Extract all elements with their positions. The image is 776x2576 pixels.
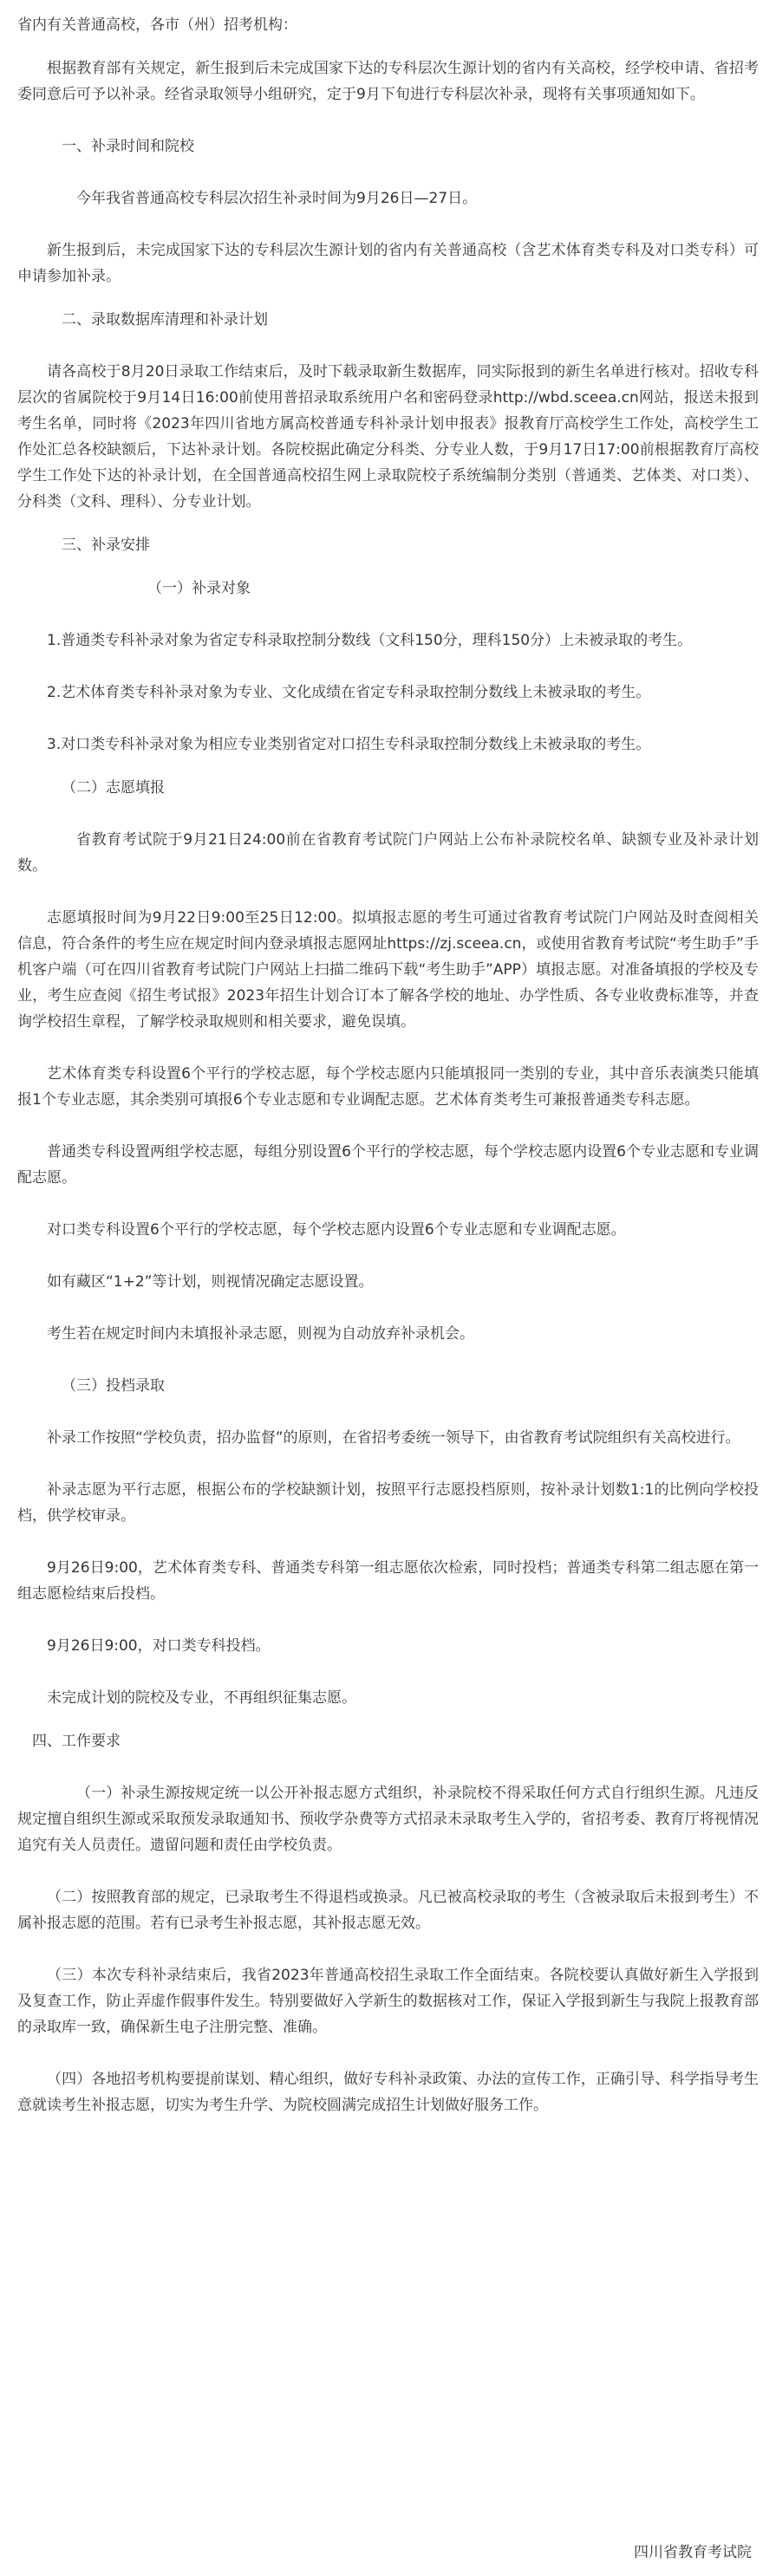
paragraph: 补录志愿为平行志愿，根据公布的学校缺额计划，按照平行志愿投档原则，按补录计划数1:1的比例向学校投档，供学校审录。 (17, 1481, 759, 1525)
salutation: 省内有关普通高校，各市（州）招考机构： (17, 16, 297, 34)
paragraph: 一、补录时间和院校 (62, 138, 194, 155)
paragraph: 根据教育部有关规定，新生报到后未完成国家下达的专科层次生源计划的省内有关高校，经学校申请、省招考委同意后可予以补录。经省录取领导小组研究，定于9月下旬进行专科层次补录，现将有关事项通知如下。 (17, 60, 759, 103)
paragraph: 省教育考试院于9月21日24:00前在省教育考试院门户网站上公布补录院校名单、缺额专业及补录计划数。 (17, 831, 759, 875)
notice-body (17, 12, 759, 2118)
paragraph: 2.艺术体育类专科补录对象为专业、文化成绩在省定专科录取控制分数线上未被录取的考生。 (47, 684, 651, 701)
paragraph: 补录工作按照“学校负责，招办监督”的原则，在省招考委统一领导下，由省教育考试院组织有关高校进行。 (47, 1429, 740, 1447)
paragraph: 新生报到后，未完成国家下达的专科层次生源计划的省内有关普通高校（含艺术体育类专科及对口类专科）可申请参加补录。 (17, 242, 759, 285)
paragraph: 9月26日9:00，对口类专科投档。 (47, 1637, 271, 1655)
paragraph: （四）各地招考机构要提前谋划、精心组织，做好专科补录政策、办法的宣传工作，正确引导、科学指导考生意就读考生补报志愿，切实为考生升学、为院校圆满完成招生计划做好服务工作。 (17, 2071, 759, 2114)
paragraph: 9月26日9:00，艺术体育类专科、普通类专科第一组志愿依次检索，同时投档；普通类专科第二组志愿在第一组志愿检结束后投档。 (17, 1559, 759, 1603)
paragraph: 志愿填报时间为9月22日9:00至25日12:00。拟填报志愿的考生可通过省教育考试院门户网站及时查阅相关信息，符合条件的考生应在规定时间内登录填报志愿网址https://zj.sceea.cn，或使用省教育考试院“考生助手”手机客户端（可在四川省教育考试院门户网站上扫描二维码下载“考生助手”APP）填报志愿。对准备填报的学校及专业，考生应查阅《招生考试报》2023年招生计划合订本了解各学校的地址、办学性质、各专业收费标准等，并查询学校招生章程，了解学校录取规则和相关要求，避免误填。 (17, 909, 759, 1031)
paragraph: 四、工作要求 (32, 1733, 121, 1750)
paragraph: （三）投档录取 (62, 1377, 165, 1395)
paragraph: 如有藏区“1+2”等计划，则视情况确定志愿设置。 (47, 1273, 374, 1291)
paragraph: （二）按照教育部的规定，已录取考生不得退档或换录。凡已被高校录取的考生（含被录取后未报到考生）不属补报志愿的范围。若有已录考生补报志愿，其补报志愿无效。 (17, 1889, 759, 1932)
paragraph: 请各高校于8月20日录取工作结束后，及时下载录取新生数据库，同实际报到的新生名单进行核对。招收专科层次的省属院校于9月14日16:00前使用普招录取系统用户名和密码登录http://wbd.sceea.cn网站，报送未报到考生名单，同时将《2023年四川省地方属高校普通专科补录计划申报表》报教育厅高校学生工作处，高校学生工作处汇总各校缺额后，下达补录计划。各院校据此确定分科类、分专业人数，于9月17日17:00前根据教育厅高校学生工作处下达的补录计划，在全国普通高校招生网上录取院校子系统编制分类别（普通类、艺体类、对口类）、分科类（文科、理科）、分专业计划。 (17, 363, 759, 511)
paragraph: （三）本次专科补录结束后，我省2023年普通高校招生录取工作全面结束。各院校要认真做好新生入学报到及复查工作，防止弄虚作假事件发生。特别要做好入学新生的数据核对工作，保证入学报到新生与我院上报教育部的录取库一致，确保新生电子注册完整、准确。 (17, 1967, 759, 2036)
paragraph: 未完成计划的院校及专业，不再组织征集志愿。 (47, 1689, 356, 1707)
issuer-signature: 四川省教育考试院 (634, 2544, 752, 2561)
paragraph: 二、录取数据库清理和补录计划 (62, 311, 268, 329)
paragraph: 考生若在规定时间内未填报补录志愿，则视为自动放弃补录机会。 (47, 1325, 474, 1343)
paragraph: 艺术体育类专科设置6个平行的学校志愿，每个学校志愿内只能填报同一类别的专业，其中音乐表演类只能填报1个专业志愿，其余类别可填报6个专业志愿和专业调配志愿。艺术体育类考生可兼报普通类专科志愿。 (17, 1065, 759, 1109)
paragraph: （一）补录生源按规定统一以公开补报志愿方式组织，补录院校不得采取任何方式自行组织生源。凡违反规定擅自组织生源或采取预发录取通知书、预收学杂费等方式招录未录取考生入学的，省招考委、教育厅将视情况追究有关人员责任。遗留问题和责任由学校负责。 (17, 1785, 759, 1854)
paragraph: 普通类专科设置两组学校志愿，每组分别设置6个平行的学校志愿，每个学校志愿内设置6个专业志愿和专业调配志愿。 (17, 1143, 759, 1187)
paragraph: （一）补录对象 (147, 580, 251, 597)
paragraph: 3.对口类专科补录对象为相应专业类别省定对口招生专科录取控制分数线上未被录取的考生。 (47, 736, 651, 753)
paragraph: （二）志愿填报 (62, 779, 165, 797)
paragraph: 三、补录安排 (62, 537, 150, 554)
paragraph: 1.普通类专科补录对象为省定专科录取控制分数线（文科150分，理科150分）上未被录取的考生。 (47, 632, 693, 649)
paragraph: 对口类专科设置6个平行的学校志愿，每个学校志愿内设置6个专业志愿和专业调配志愿。 (47, 1221, 626, 1239)
paragraph: 今年我省普通高校专科层次招生补录时间为9月26日—27日。 (76, 190, 478, 207)
